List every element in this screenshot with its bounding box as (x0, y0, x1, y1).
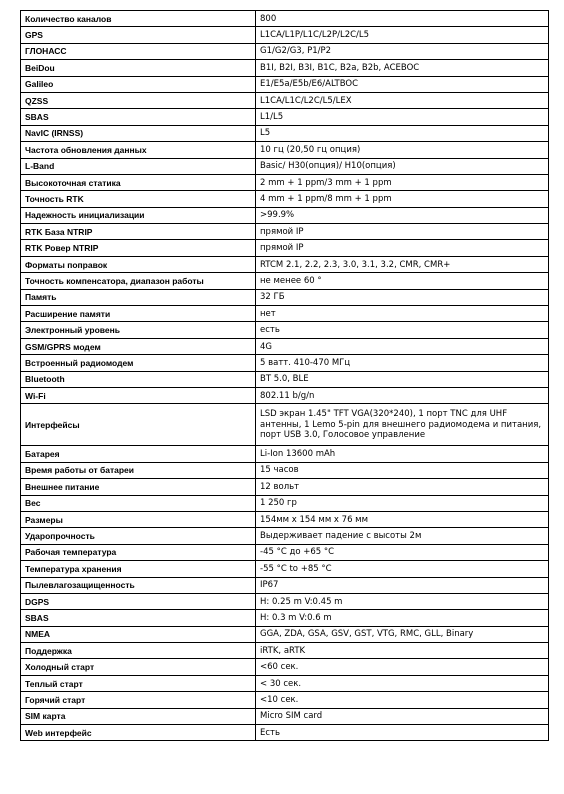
spec-label: Интерфейсы (21, 404, 256, 446)
spec-value: 1 250 гр (256, 495, 549, 511)
spec-sheet (20, 10, 548, 741)
table-row (21, 322, 549, 338)
spec-label: BeiDou (21, 60, 256, 76)
spec-label: Время работы от батареи (21, 462, 256, 478)
spec-value: 15 часов (256, 462, 549, 478)
table-row (21, 355, 549, 371)
table-row (21, 273, 549, 289)
spec-label: Частота обновления данных (21, 142, 256, 158)
spec-label: Количество каналов (21, 11, 256, 27)
spec-value: < 30 сек. (256, 675, 549, 691)
spec-label: Вес (21, 495, 256, 511)
spec-value: L1CA/L1P/L1C/L2P/L2C/L5 (256, 27, 549, 43)
table-row (21, 27, 549, 43)
spec-label: Температура хранения (21, 561, 256, 577)
spec-value: 4G (256, 338, 549, 354)
spec-value: 5 ватт. 410-470 МГц (256, 355, 549, 371)
spec-value: L1/L5 (256, 109, 549, 125)
table-row (21, 544, 549, 560)
table-row (21, 387, 549, 403)
spec-value: прямой IP (256, 224, 549, 240)
spec-label: Размеры (21, 511, 256, 527)
table-row (21, 60, 549, 76)
spec-value: <10 сек. (256, 692, 549, 708)
table-row (21, 240, 549, 256)
spec-value: Есть (256, 725, 549, 741)
spec-label: NMEA (21, 626, 256, 642)
spec-value: 2 mm + 1 ppm/3 mm + 1 ppm (256, 174, 549, 190)
spec-label: GSM/GPRS модем (21, 338, 256, 354)
spec-value: -55 °C to +85 °C (256, 561, 549, 577)
spec-label: QZSS (21, 92, 256, 108)
table-row (21, 92, 549, 108)
table-row (21, 725, 549, 741)
table-row (21, 593, 549, 609)
spec-value: H: 0.3 m V:0.6 m (256, 610, 549, 626)
spec-label: Рабочая температура (21, 544, 256, 560)
spec-label: Точность RTK (21, 191, 256, 207)
table-row (21, 446, 549, 462)
table-row (21, 479, 549, 495)
spec-value: Li-Ion 13600 mAh (256, 446, 549, 462)
spec-value: 12 вольт (256, 479, 549, 495)
table-row (21, 675, 549, 691)
spec-label: RTK Ровер NTRIP (21, 240, 256, 256)
table-row (21, 158, 549, 174)
spec-label: Холодный старт (21, 659, 256, 675)
spec-label: Точность компенсатора, диапазон работы (21, 273, 256, 289)
spec-label: ГЛОНАСС (21, 43, 256, 59)
table-row (21, 404, 549, 446)
spec-value: Micro SIM card (256, 708, 549, 724)
table-row (21, 142, 549, 158)
spec-value: прямой IP (256, 240, 549, 256)
spec-label: Высокоточная статика (21, 174, 256, 190)
table-row (21, 76, 549, 92)
table-row (21, 224, 549, 240)
spec-label: SIM карта (21, 708, 256, 724)
table-row (21, 174, 549, 190)
spec-label: Теплый старт (21, 675, 256, 691)
spec-label: Пылевлагозащищенность (21, 577, 256, 593)
spec-label: Горячий старт (21, 692, 256, 708)
table-row (21, 659, 549, 675)
spec-value: H: 0.25 m V:0.45 m (256, 593, 549, 609)
table-row (21, 371, 549, 387)
spec-value: 32 ГБ (256, 289, 549, 305)
spec-label: NavIC (IRNSS) (21, 125, 256, 141)
table-row (21, 191, 549, 207)
spec-label: DGPS (21, 593, 256, 609)
spec-value: Basic/ H30(опция)/ H10(опция) (256, 158, 549, 174)
spec-value: -45 °C до +65 °C (256, 544, 549, 560)
spec-value: 802.11 b/g/n (256, 387, 549, 403)
spec-label: SBAS (21, 109, 256, 125)
table-row (21, 577, 549, 593)
spec-value: iRTK, aRTK (256, 643, 549, 659)
spec-value: не менее 60 ° (256, 273, 549, 289)
table-row (21, 43, 549, 59)
table-row (21, 125, 549, 141)
table-row (21, 643, 549, 659)
table-row (21, 109, 549, 125)
spec-value: нет (256, 306, 549, 322)
spec-value: Выдерживает падение с высоты 2м (256, 528, 549, 544)
table-row (21, 626, 549, 642)
spec-label: GPS (21, 27, 256, 43)
table-row (21, 528, 549, 544)
table-row (21, 610, 549, 626)
spec-label: Bluetooth (21, 371, 256, 387)
spec-label: Внешнее питание (21, 479, 256, 495)
table-row (21, 289, 549, 305)
spec-value: 4 mm + 1 ppm/8 mm + 1 ppm (256, 191, 549, 207)
spec-value: G1/G2/G3, P1/P2 (256, 43, 549, 59)
spec-value: B1I, B2I, B3I, B1C, B2a, B2b, ACEBOC (256, 60, 549, 76)
spec-label: Galileo (21, 76, 256, 92)
table-row (21, 561, 549, 577)
spec-label: Форматы поправок (21, 256, 256, 272)
spec-value: есть (256, 322, 549, 338)
table-row (21, 256, 549, 272)
spec-label: Wi-Fi (21, 387, 256, 403)
spec-label: SBAS (21, 610, 256, 626)
spec-value: E1/E5a/E5b/E6/ALTBOC (256, 76, 549, 92)
spec-value: L5 (256, 125, 549, 141)
spec-label: Батарея (21, 446, 256, 462)
spec-value: BT 5.0, BLE (256, 371, 549, 387)
table-row (21, 207, 549, 223)
spec-value: <60 сек. (256, 659, 549, 675)
spec-value: 154мм x 154 мм x 76 мм (256, 511, 549, 527)
spec-value: 800 (256, 11, 549, 27)
table-row (21, 708, 549, 724)
spec-label: Ударопрочность (21, 528, 256, 544)
spec-label: L-Band (21, 158, 256, 174)
table-row (21, 495, 549, 511)
spec-label: Поддержка (21, 643, 256, 659)
spec-value: LSD экран 1.45" TFT VGA(320*240), 1 порт TNC для UHF антенны, 1 Lemo 5-pin для внешнего радиомодема и питания, порт USB 3.0, Голосовое управление (256, 404, 549, 446)
spec-label: Надежность инициализации (21, 207, 256, 223)
spec-value: IP67 (256, 577, 549, 593)
table-row (21, 338, 549, 354)
spec-value: RTCM 2.1, 2.2, 2.3, 3.0, 3.1, 3.2, CMR, CMR+ (256, 256, 549, 272)
spec-value: L1CA/L1C/L2C/L5/LEX (256, 92, 549, 108)
table-row (21, 462, 549, 478)
spec-label: RTK База NTRIP (21, 224, 256, 240)
table-row (21, 11, 549, 27)
table-row (21, 692, 549, 708)
table-row (21, 306, 549, 322)
spec-label: Web интерфейс (21, 725, 256, 741)
spec-value: GGA, ZDA, GSA, GSV, GST, VTG, RMC, GLL, Binary (256, 626, 549, 642)
table-row (21, 511, 549, 527)
spec-label: Расширение памяти (21, 306, 256, 322)
spec-value: 10 гц (20,50 гц опция) (256, 142, 549, 158)
spec-table-body (21, 11, 549, 741)
spec-value: >99.9% (256, 207, 549, 223)
spec-label: Электронный уровень (21, 322, 256, 338)
spec-label: Память (21, 289, 256, 305)
spec-label: Встроенный радиомодем (21, 355, 256, 371)
spec-table (20, 10, 549, 741)
